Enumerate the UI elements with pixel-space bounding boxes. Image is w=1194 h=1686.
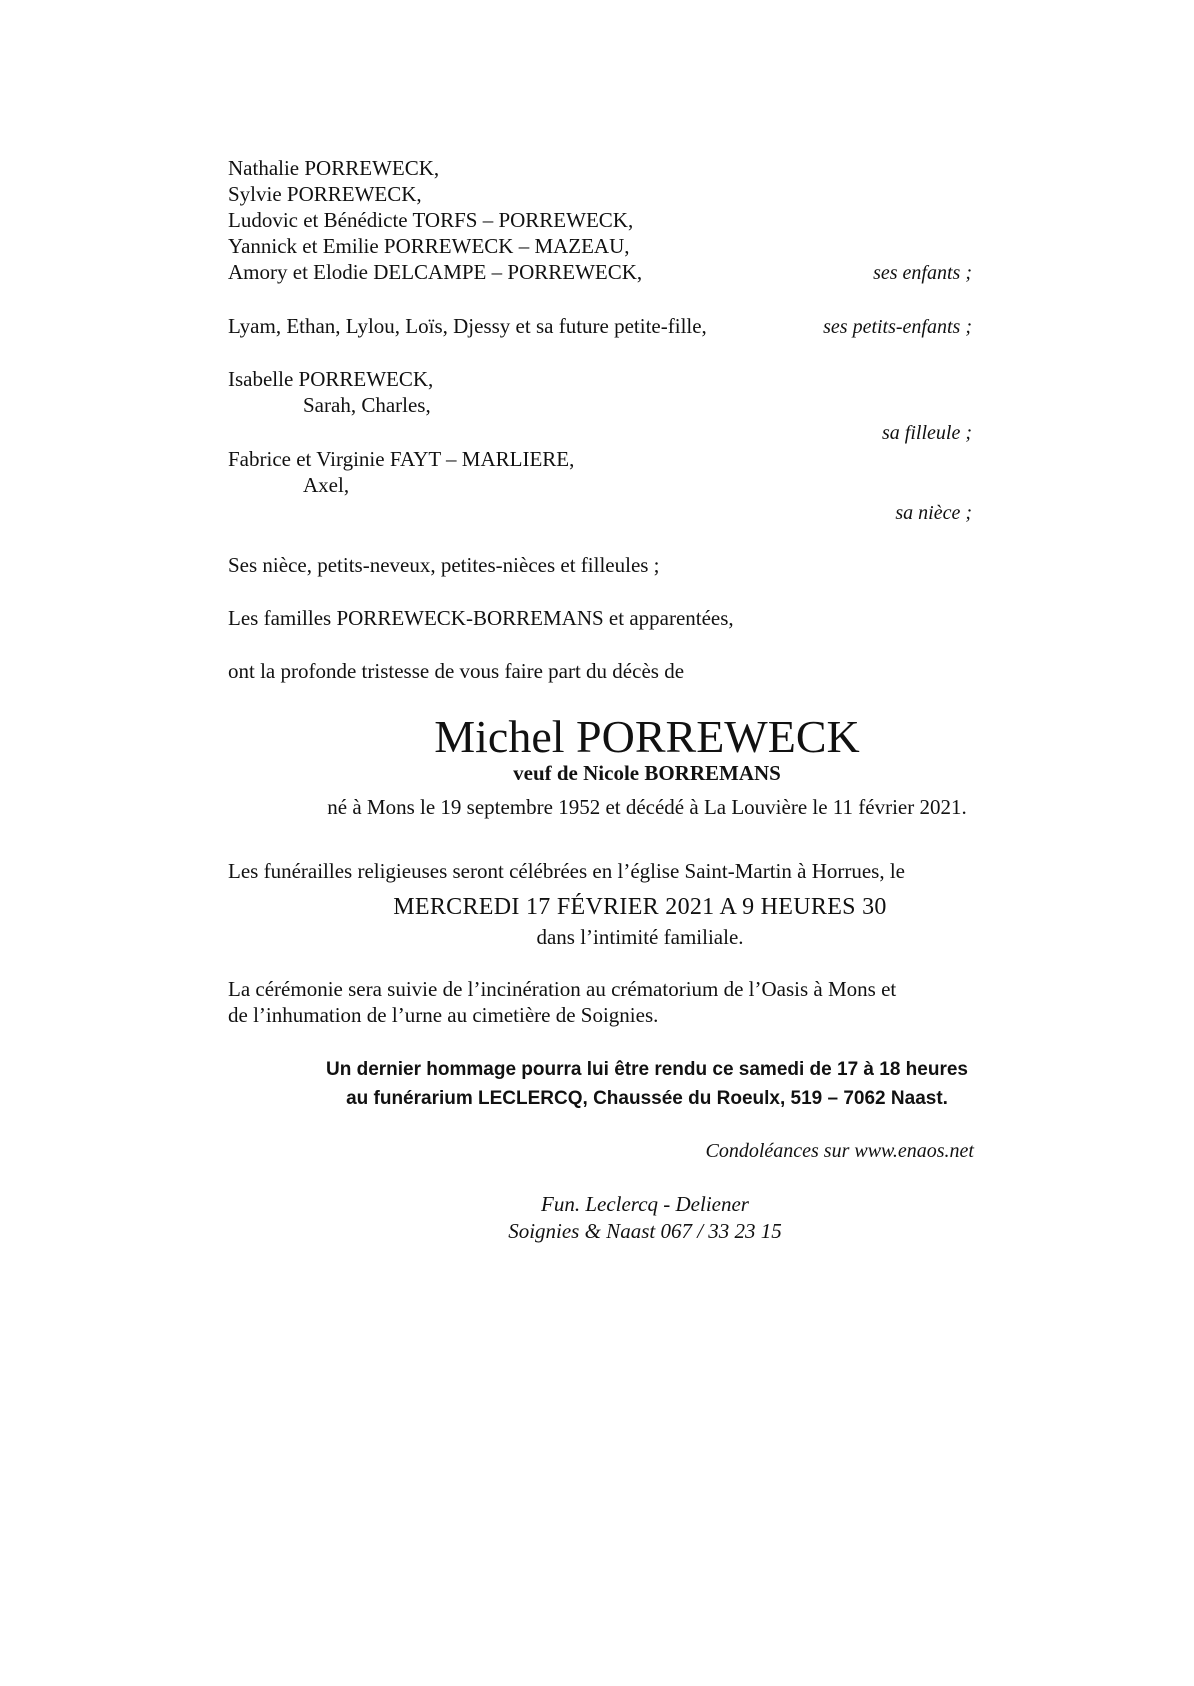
funeral-privacy: dans l’intimité familiale. — [536, 925, 744, 949]
funeral-datetime: MERCREDI 17 FÉVRIER 2021 A 9 HEURES 30 — [393, 894, 887, 920]
announcement: ont la profonde tristesse de vous faire part du décès de — [228, 659, 685, 683]
spouse-line: veuf de Nicole BORREMANS — [513, 761, 781, 785]
niece: Fabrice et Virginie FAYT – MARLIERE, — [228, 447, 575, 471]
extended-family: Ses nièce, petits-neveux, petites-nièces et filleules ; — [228, 553, 660, 577]
goddaughter: Isabelle PORREWECK, — [228, 367, 434, 391]
deceased-name: Michel PORREWECK — [434, 711, 860, 762]
funeral-home-name: Fun. Leclercq - Deliener — [541, 1192, 749, 1216]
funeral-home-contact: Soignies & Naast 067 / 33 23 15 — [508, 1219, 782, 1243]
goddaughter-children: Sarah, Charles, — [303, 393, 431, 417]
ceremony-line-2: de l’inhumation de l’urne au cimetière de Soignies. — [228, 1003, 659, 1027]
funeral-intro: Les funérailles religieuses seront célébrées en l’église Saint-Martin à Horrues, le — [228, 859, 905, 883]
child-5: Amory et Elodie DELCAMPE – PORREWECK, — [228, 260, 643, 284]
goddaughter-role: sa filleule ; — [882, 422, 972, 444]
ceremony-line-1: La cérémonie sera suivie de l’incinération au crématorium de l’Oasis à Mons et — [228, 977, 897, 1001]
condolences-link[interactable]: Condoléances sur www.enaos.net — [705, 1140, 974, 1162]
child-4: Yannick et Emilie PORREWECK – MAZEAU, — [228, 234, 630, 258]
children-role: ses enfants ; — [873, 262, 972, 284]
life-dates: né à Mons le 19 septembre 1952 et décédé à La Louvière le 11 février 2021. — [327, 795, 967, 819]
grandchildren: Lyam, Ethan, Lylou, Loïs, Djessy et sa future petite-fille, — [228, 314, 707, 338]
child-3: Ludovic et Bénédicte TORFS – PORREWECK, — [228, 208, 634, 232]
child-1: Nathalie PORREWECK, — [228, 156, 440, 180]
niece-role: sa nièce ; — [895, 502, 972, 524]
tribute-line-1: Un dernier hommage pourra lui être rendu ce samedi de 17 à 18 heures — [325, 1059, 968, 1080]
grandchildren-role: ses petits-enfants ; — [823, 316, 972, 338]
families: Les familles PORREWECK-BORREMANS et apparentées, — [228, 606, 734, 630]
niece-children: Axel, — [303, 473, 350, 497]
tribute-line-2: au funérarium LECLERCQ, Chaussée du Roeulx, 519 – 7062 Naast. — [346, 1088, 948, 1109]
child-2: Sylvie PORREWECK, — [228, 182, 422, 206]
